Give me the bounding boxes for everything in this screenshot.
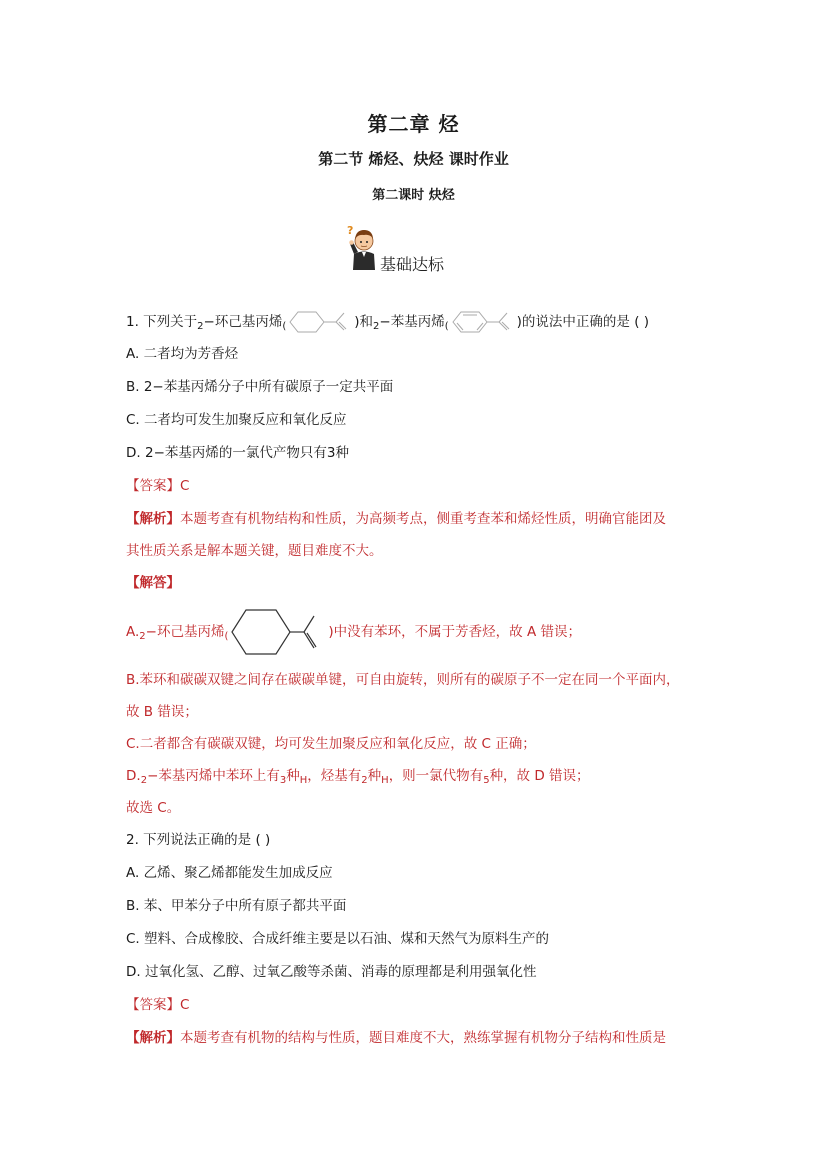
cyclohexylpropene-structure xyxy=(286,308,354,336)
q1-solution-a: $A._2-$环己基丙烯$_($ )中没有苯环，不属于芳香烃，故 A 错误； xyxy=(126,596,581,668)
q1-option-d: D. 2−苯基丙烯的一氯代产物只有3种 xyxy=(126,445,349,461)
section-badge xyxy=(344,222,484,272)
q2-analysis: 【解析】本题考查有机物的结构与性质，题目难度不大，熟练掌握有机物分子结构和性质是 xyxy=(126,1030,666,1046)
q1-analysis: 【解析】本题考查有机物结构和性质，为高频考点，侧重考查苯和烯烃性质，明确官能团及 xyxy=(126,511,666,527)
section-title: 第二节 烯烃、炔烃 课时作业 xyxy=(318,150,509,168)
q1-solution-c: C.二者都含有碳碳双键，均可发生加聚反应和氧化反应，故 C 正确； xyxy=(126,736,536,752)
q1-solution-b-cont: 故 B 错误； xyxy=(126,704,198,720)
q1-option-c: C. 二者均可发生加聚反应和氧化反应 xyxy=(126,412,347,428)
q2-option-c: C. 塑料、合成橡胶、合成纤维主要是以石油、煤和天然气为原料生产的 xyxy=(126,931,550,947)
q1-option-a: A. 二者均为芳香烃 xyxy=(126,346,239,362)
q2-answer: 【答案】C xyxy=(126,997,190,1013)
q1-solution-b: B.苯环和碳碳双键之间存在碳碳单键，可自由旋转，则所有的碳原子不一定在同一个平面内， xyxy=(126,672,680,688)
svg-text:?: ? xyxy=(347,224,354,237)
q2-option-d: D. 过氧化氢、乙醇、过氧乙酸等杀菌、消毒的原理都是利用强氧化性 xyxy=(126,964,537,980)
q1-option-b: B. 2−苯基丙烯分子中所有碳原子一定共平面 xyxy=(126,379,394,395)
chapter-title: 第二章 烃 xyxy=(367,112,460,136)
q2-option-b: B. 苯、甲苯分子中所有原子都共平面 xyxy=(126,898,347,914)
thinking-boy-icon xyxy=(344,222,384,272)
q1-solution-d: $D._2-$苯基丙烯中苯环上有$_3$种$_H$，烃基有$_2$种$_H$，则一氯代物有$_5$种，故 D 错误； xyxy=(126,768,590,786)
phenylpropene-structure xyxy=(449,308,517,336)
badge-label: 基础达标 xyxy=(380,255,445,274)
q1-conclusion: 故选 C。 xyxy=(126,800,181,816)
lesson-title: 第二课时 炔烃 xyxy=(372,188,455,203)
q1-answer: 【答案】C xyxy=(126,478,190,494)
cyclohexylpropene-structure-large xyxy=(228,598,328,666)
q1-analysis-cont: 其性质关系是解本题关键，题目难度不大。 xyxy=(126,543,383,559)
q1-solution-tag: 【解答】 xyxy=(126,575,180,591)
q2-stem: 2. 下列说法正确的是 ( ) xyxy=(126,832,271,848)
q1-stem: 1. 下列关于$_2$−环己基丙烯$_($ )和$_2$−苯基丙烯$_($ )的说法中正确的是 ( ) xyxy=(126,308,649,337)
q2-option-a: A. 乙烯、聚乙烯都能发生加成反应 xyxy=(126,865,333,881)
